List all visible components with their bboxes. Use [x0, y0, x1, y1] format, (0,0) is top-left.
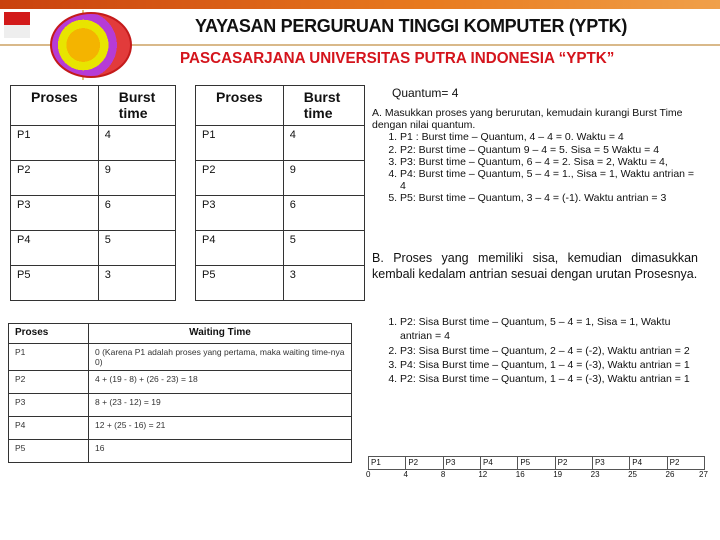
gantt-cell: P5 [518, 457, 555, 469]
gantt-time-tick: 0 [366, 470, 371, 479]
table-row [9, 440, 352, 463]
table-cell: 4 + (19 - 8) + (26 - 23) = 18 [89, 371, 352, 394]
table-cell: P3 [196, 196, 284, 231]
table-cell: 5 [98, 231, 176, 266]
burst-time-table-2 [195, 85, 365, 301]
quantum-label: Quantum= 4 [392, 86, 459, 100]
gantt-cell: P1 [369, 457, 406, 469]
table-cell: P2 [11, 161, 99, 196]
table-cell: 4 [283, 126, 364, 161]
table-row [196, 196, 365, 231]
gantt-time-tick: 23 [590, 470, 600, 479]
gantt-cell: P2 [406, 457, 443, 469]
table-row [11, 126, 176, 161]
table-cell: P4 [196, 231, 284, 266]
indonesia-flag-icon [4, 12, 30, 38]
list-item: 3. P4: Sisa Burst time – Quantum, 1 – 4 = (-3), Waktu antrian = 1 [400, 358, 700, 372]
list-item: 1. P2: Sisa Burst time – Quantum, 5 – 4 = 1, Sisa = 1, Waktu antrian = 4 [400, 315, 700, 344]
list-item: 4. P2: Sisa Burst time – Quantum, 1 – 4 = (-3), Waktu antrian = 1 [400, 372, 700, 386]
gantt-cell: P4 [481, 457, 518, 469]
gantt-cell: P3 [444, 457, 481, 469]
table-cell: 8 + (23 - 12) = 19 [89, 394, 352, 417]
table-row [9, 371, 352, 394]
list-item: 1. P1 : Burst time – Quantum, 4 – 4 = 0. Waktu = 4 [400, 131, 700, 143]
gantt-time-tick: 12 [478, 470, 488, 479]
gantt-cell: P2 [669, 458, 680, 467]
table-cell: 9 [283, 161, 364, 196]
table-row [11, 161, 176, 196]
gantt-cell: P2 [556, 457, 593, 469]
table-cell: 3 [98, 266, 176, 301]
table-row [196, 266, 365, 301]
table-cell: P4 [11, 231, 99, 266]
table-cell: 3 [283, 266, 364, 301]
table-cell: 9 [98, 161, 176, 196]
table-cell: P4 [9, 417, 89, 440]
list-item: 3. P3: Burst time – Quantum, 6 – 4 = 2. Sisa = 2, Waktu = 4, [400, 156, 700, 168]
table-row [11, 231, 176, 266]
table-cell: P1 [196, 126, 284, 161]
gantt-chart [368, 456, 705, 470]
table-cell: 6 [283, 196, 364, 231]
table-cell: P1 [11, 126, 99, 161]
table-cell: P2 [9, 371, 89, 394]
header-proses: Proses [9, 324, 89, 344]
table-row [196, 161, 365, 196]
table-row [9, 344, 352, 371]
university-logo [50, 12, 132, 78]
table-cell: 0 (Karena P1 adalah proses yang pertama, maka waiting time-nya 0) [89, 344, 352, 371]
table-cell: P1 [9, 344, 89, 371]
burst-time-table-1 [10, 85, 176, 301]
gantt-time-tick: 25 [628, 470, 638, 479]
table-cell: P2 [196, 161, 284, 196]
table-cell: P5 [196, 266, 284, 301]
table-cell: P3 [9, 394, 89, 417]
gantt-cell: P4 [630, 457, 667, 469]
table-cell: 4 [98, 126, 176, 161]
gantt-time-tick: 8 [440, 470, 446, 479]
table-cell: 12 + (25 - 16) = 21 [89, 417, 352, 440]
gantt-time-tick: 16 [515, 470, 525, 479]
header-proses: Proses [196, 86, 284, 126]
header-waiting-time: Waiting Time [89, 324, 352, 344]
section-b-list [372, 315, 700, 386]
header-proses: Proses [11, 86, 99, 126]
page-subtitle: PASCASARJANA UNIVERSITAS PUTRA INDONESIA “YPTK” [180, 50, 615, 67]
gantt-time-tick: 4 [403, 470, 408, 479]
header-burst: Burst time [283, 86, 364, 126]
list-item: 5. P5: Burst time – Quantum, 3 – 4 = (-1). Waktu antrian = 3 [400, 192, 700, 204]
table-cell: P5 [11, 266, 99, 301]
table-row [11, 266, 176, 301]
table-row [196, 231, 365, 266]
top-accent-bar [0, 0, 720, 9]
table-row [196, 126, 365, 161]
waiting-time-table [8, 323, 352, 463]
gantt-time-tick: 27 [699, 470, 708, 479]
list-item: 2. P3: Sisa Burst time – Quantum, 2 – 4 = (-2), Waktu antrian = 2 [400, 344, 700, 358]
gantt-cell: P3 [593, 457, 630, 469]
table-cell: P5 [9, 440, 89, 463]
table-row [9, 394, 352, 417]
table-row [11, 196, 176, 231]
table-row [9, 417, 352, 440]
table-cell: 16 [89, 440, 352, 463]
gantt-time-tick: 19 [553, 470, 563, 479]
page-title: YAYASAN PERGURUAN TINGGI KOMPUTER (YPTK) [195, 16, 628, 36]
list-item: 4. P4: Burst time – Quantum, 5 – 4 = 1., Sisa = 1, Waktu antrian = 4 [400, 168, 700, 192]
section-a-intro: A. Masukkan proses yang berurutan, kemudain kurangi Burst Time dengan nilai quantum. [372, 107, 683, 132]
table-cell: 5 [283, 231, 364, 266]
gantt-time-tick: 26 [665, 470, 675, 479]
list-item: 2. P2: Burst time – Quantum 9 – 4 = 5. Sisa = 5 Waktu = 4 [400, 144, 700, 156]
table-cell: 6 [98, 196, 176, 231]
table-cell: P3 [11, 196, 99, 231]
header-burst: Burst time [98, 86, 176, 126]
section-b-intro: B. Proses yang memiliki sisa, kemudian dimasukkan kembali kedalam antrian sesuai dengan urutan Prosesnya. [372, 251, 698, 281]
section-a [372, 107, 700, 205]
